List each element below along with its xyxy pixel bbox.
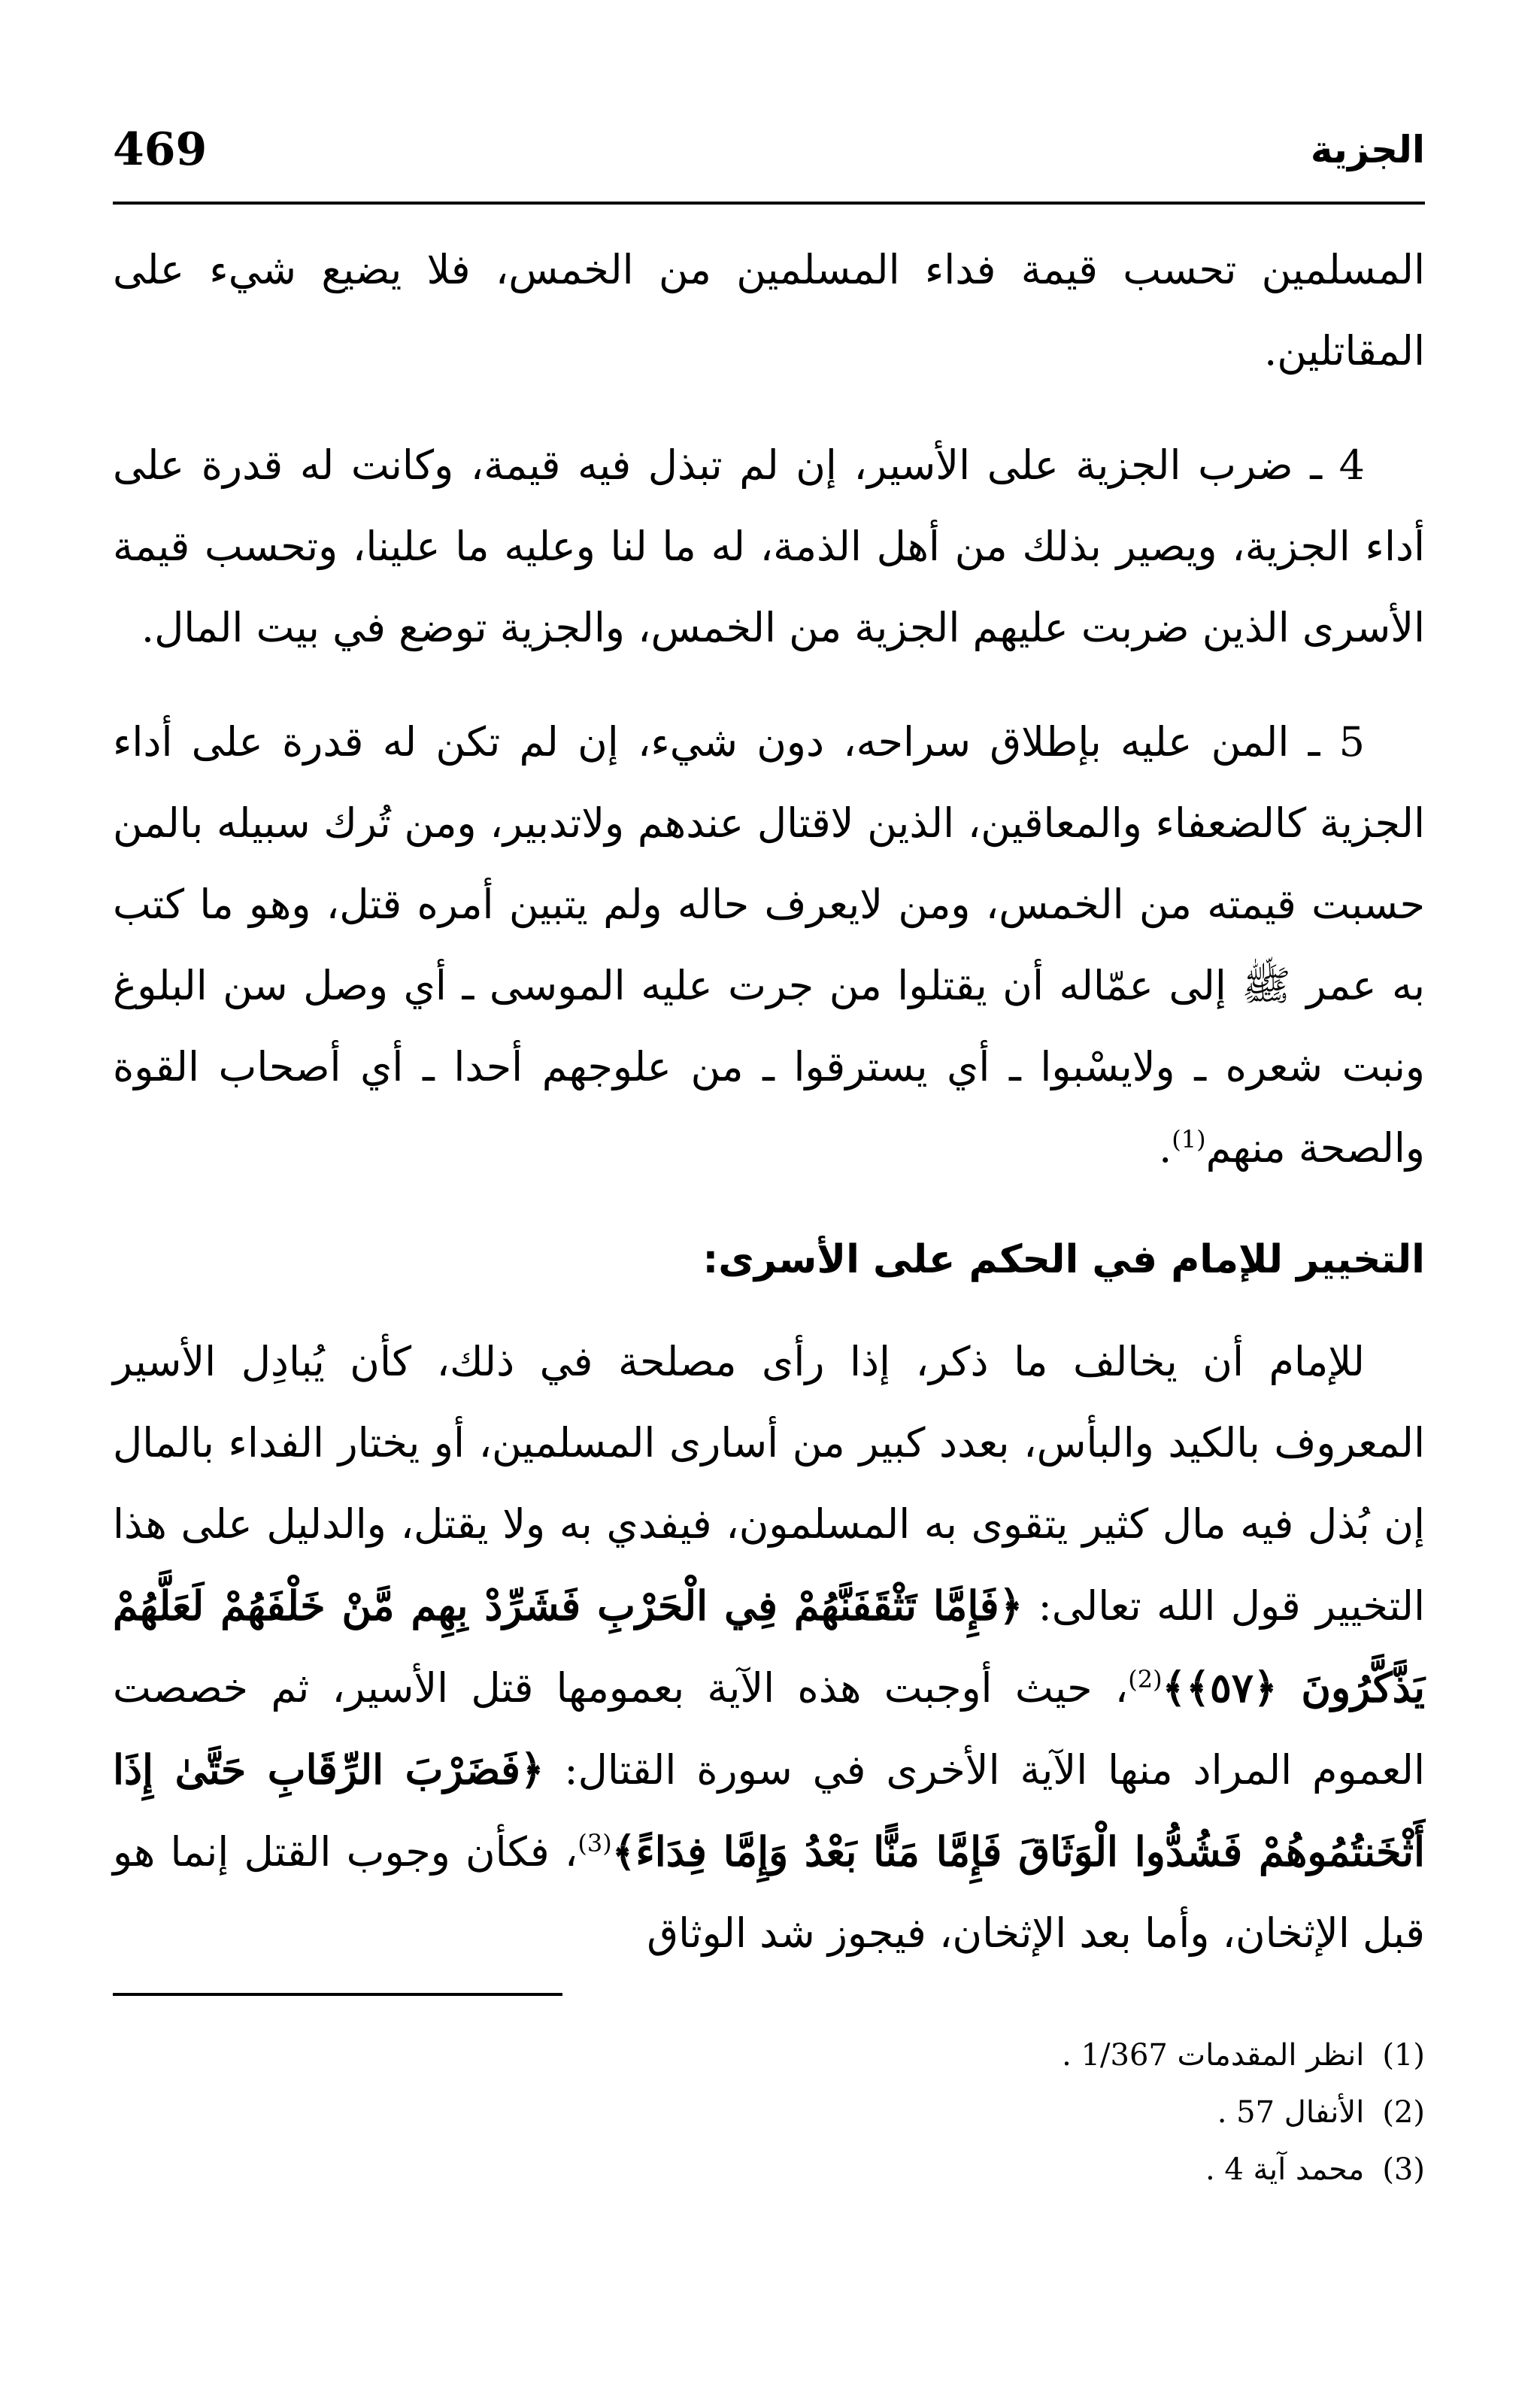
paragraph-2-text: 4 ـ ضرب الجزية على الأسير، إن لم تبذل فيه قيمة، وكانت له قدرة على أداء الجزية، ويصير بذلك من أهل الذمة، له ما لنا وعليه ما علينا، وتحسب قيمة الأسرى الذين ضربت عليهم الجزية من الخمس، والجزية توضع في بيت المال. (113, 441, 1425, 651)
footnote-2 (113, 2084, 1425, 2141)
footnote-3-number: (3) (1382, 2152, 1425, 2187)
running-header (113, 113, 1425, 188)
footnote-1-text: انظر المقدمات 1/367 . (1062, 2038, 1365, 2073)
document-page (113, 0, 1425, 2402)
quran-brace-close: ﴾ (1162, 1664, 1187, 1712)
footnote-2-text: الأنفال 57 . (1217, 2095, 1365, 2130)
footnote-2-number: (2) (1382, 2095, 1425, 2130)
footnote-ref-1: (1) (1172, 1125, 1206, 1154)
quran-verse-muhammad: فَضَرْبَ الرِّقَابِ حَتَّىٰ إِذَا أَثْخَنتُمُوهُمْ فَشُدُّوا الْوَثَاقَ فَإِمَّا مَنًّا بَعْدُ وَإِمَّا فِدَاءً (113, 1745, 1425, 1876)
quran-brace-open-2: ﴿ (520, 1745, 544, 1794)
paragraph-2 (113, 425, 1425, 669)
paragraph-4 (113, 1321, 1425, 1974)
paragraph-1-text: المسلمين تحسب قيمة فداء المسلمين من الخمس، فلا يضيع شيء على المقاتلين. (113, 246, 1425, 375)
paragraph-4-text-b: ، حيث أوجبت هذه الآية بعمومها قتل الأسير، ثم خصصت العموم المراد منها الآية الأخرى في سورة القتال: (113, 1664, 1426, 1794)
quran-brace-close-2: ﴾ (611, 1827, 636, 1876)
footnote-1 (113, 2027, 1425, 2084)
quran-brace-open: ﴿ (999, 1582, 1023, 1630)
section-heading: التخيير للإمام في الحكم على الأسرى: (702, 1237, 1425, 1282)
paragraph-3 (113, 702, 1425, 1189)
paragraph-1 (113, 229, 1425, 392)
paragraph-3-text: 5 ـ المن عليه بإطلاق سراحه، دون شيء، إن لم تكن له قدرة على أداء الجزية كالضعفاء والمعاقين، الذين لاقتال عندهم ولاتدبير، ومن تُرك سبيله بالمن حسبت قيمته من الخمس، ومن لايعرف حاله ولم يتبين أمره قتل، وهو ما كتب به عمر ﷺ إلى عمّاله أن يقتلوا من جرت عليه الموسى ـ أي وصل سن البلوغ ونبت شعره ـ ولايسْبوا ـ أي يسترقوا ـ من علوجهم أحدا ـ أي أصحاب القوة والصحة منهم (113, 718, 1425, 1172)
footnotes (113, 2027, 1425, 2198)
paragraph-4-text-a: للإمام أن يخالف ما ذكر، إذا رأى مصلحة في ذلك، كأن يُبادِل الأسير المعروف بالكيد والبأس، بعدد كبير من أسارى المسلمين، أو يختار الفداء بالمال إن بُذل فيه مال كثير يتقوى به المسلمون، فيفدي به ولا يقتل، والدليل على هذا التخيير قول الله تعالى: (113, 1338, 1426, 1630)
paragraph-3-end: . (1159, 1124, 1172, 1172)
header-divider (113, 202, 1425, 205)
footnote-3-text: محمد آية 4 . (1205, 2152, 1365, 2187)
running-title: الجزية (1310, 128, 1425, 171)
footnote-ref-3: (3) (578, 1829, 612, 1858)
page-number: 469 (113, 123, 208, 176)
footnote-ref-2: (2) (1128, 1665, 1163, 1694)
footnote-1-number: (1) (1382, 2038, 1425, 2073)
footnote-divider (113, 1993, 562, 1996)
paragraph-4-text-c: ، فكأن وجوب القتل إنما هو قبل الإثخان، وأما بعد الإثخان، فيجوز شد الوثاق (113, 1828, 1425, 1957)
footnote-3 (113, 2141, 1425, 2198)
quran-verse-anfal: فَإِمَّا تَثْقَفَنَّهُمْ فِي الْحَرْبِ فَشَرِّدْ بِهِم مَّنْ خَلْفَهُمْ لَعَلَّهُمْ يَذَّكَّرُونَ ﴿٥٧﴾ (113, 1582, 1425, 1712)
body-text (113, 229, 1425, 2007)
